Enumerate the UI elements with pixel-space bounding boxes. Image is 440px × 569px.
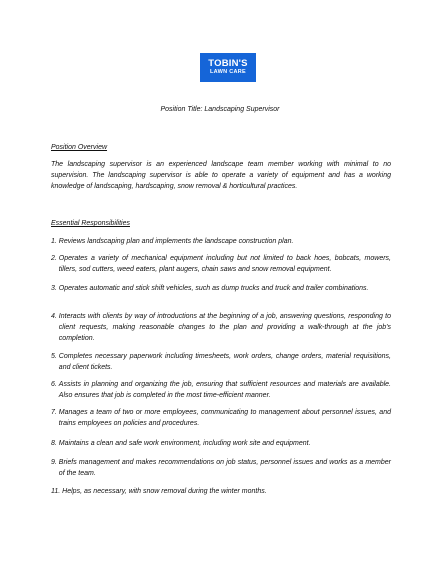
responsibility-number: 9.: [51, 459, 57, 466]
responsibility-number: 8.: [51, 440, 57, 447]
responsibility-item: [51, 379, 391, 401]
responsibility-text: Operates a variety of mechanical equipment including but not limited to back hoes, bobcats, mowers, tillers, sod cutters, weed eaters, plant augers, chain saws and snow removal equipment.: [58, 255, 391, 273]
logo-brand: TOBIN'S: [208, 58, 248, 69]
responsibility-number: 1.: [51, 238, 57, 245]
position-overview-text: The landscaping supervisor is an experienced landscape team member working with minimal to no supervision. The landscaping supervisor is able to operate a variety of equipment and has a working knowledge of landscaping, hardscaping, snow removal & horticultural practices.: [51, 161, 391, 190]
responsibility-number: 11.: [51, 488, 61, 495]
responsibility-text: Maintains a clean and safe work environment, including work site and equipment.: [58, 440, 311, 447]
responsibility-text: Helps, as necessary, with snow removal during the winter months.: [62, 488, 267, 495]
responsibility-item: [51, 438, 391, 449]
responsibility-item: [51, 407, 391, 429]
responsibility-text: Operates automatic and stick shift vehicles, such as dump trucks and truck and trailer combinations.: [58, 285, 369, 292]
responsibility-item: [51, 283, 391, 294]
responsibility-text: Interacts with clients by way of introductions at the beginning of a job, answering questions, responding to client requests, making reasonable changes to the plan and providing a walk-through at the job's completion.: [58, 313, 391, 342]
position-overview-heading: Position Overview: [51, 144, 108, 151]
responsibility-number: 3.: [51, 285, 57, 292]
responsibility-number: 5.: [51, 353, 57, 360]
responsibility-text: Manages a team of two or more employees, communicating to management about personnel issues, and trains employees on policies and procedures.: [58, 409, 391, 427]
responsibility-text: Briefs management and makes recommendations on job status, personnel issues and works as a member of the team.: [58, 459, 391, 477]
essential-responsibilities-heading: Essential Responsibilities: [51, 220, 130, 227]
responsibility-item: [51, 457, 391, 479]
responsibility-text: Completes necessary paperwork including timesheets, work orders, change orders, material requisitions, and client tickets.: [58, 353, 391, 371]
company-logo: [200, 53, 256, 82]
responsibility-text: Reviews landscaping plan and implements the landscape construction plan.: [58, 238, 294, 245]
responsibility-item: [51, 351, 391, 373]
responsibility-number: 6.: [51, 381, 57, 388]
responsibility-item: [51, 311, 391, 344]
responsibility-text: Assists in planning and organizing the job, ensuring that sufficient resources and materials are available. Also ensures that job is completed in the most time-efficient manner.: [58, 381, 391, 399]
responsibility-item: [51, 236, 391, 247]
logo-subtitle: LAWN CARE: [209, 69, 246, 75]
responsibility-item: [51, 253, 391, 275]
position-title: Position Title: Landscaping Supervisor: [160, 106, 280, 113]
responsibility-number: 7.: [51, 409, 57, 416]
responsibility-item: [51, 486, 391, 497]
responsibility-number: 4.: [51, 313, 57, 320]
responsibility-number: 2.: [51, 255, 57, 262]
